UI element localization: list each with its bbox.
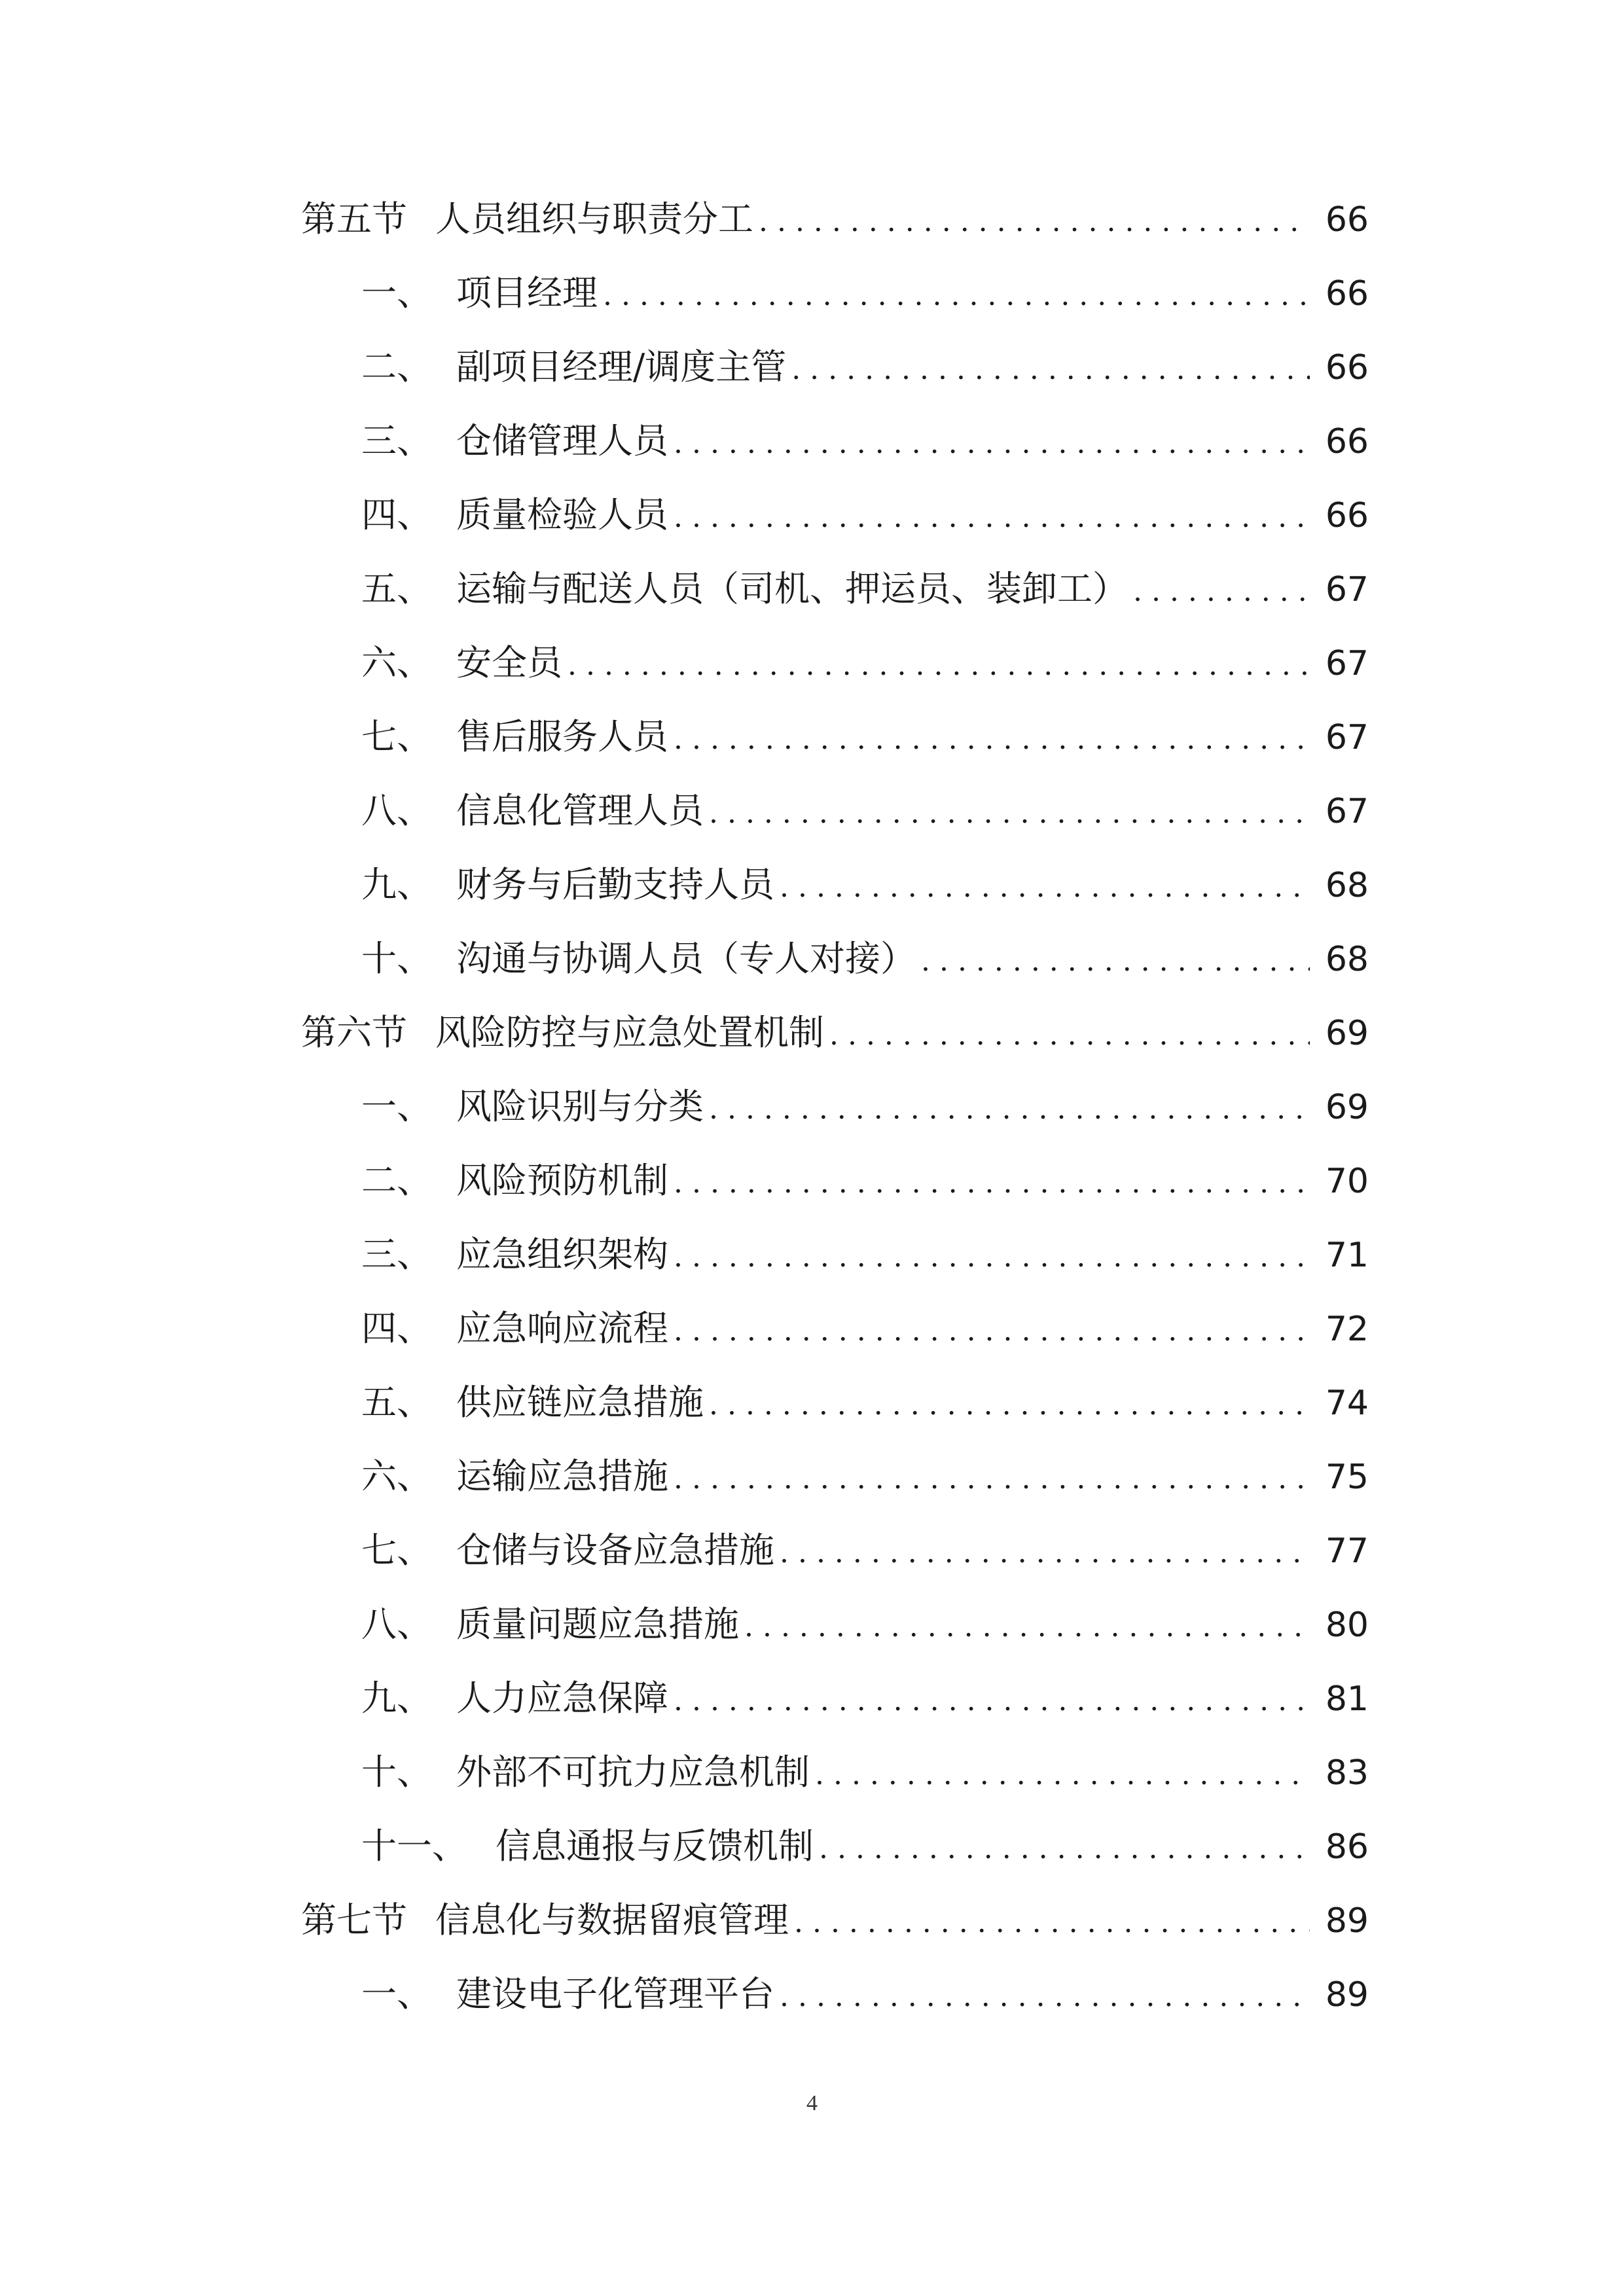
dot-leader — [674, 492, 1310, 544]
toc-entry-title: 应急组织架构 — [456, 1234, 668, 1275]
toc-entry-number: 九、 — [361, 1677, 432, 1719]
toc-item[interactable] — [361, 859, 1369, 911]
toc-entry-title: 仓储管理人员 — [456, 420, 668, 461]
toc-entry-title: 财务与后勤支持人员 — [456, 864, 774, 905]
toc-entry-title: 副项目经理/调度主管 — [456, 346, 787, 387]
toc-item[interactable] — [361, 1302, 1369, 1355]
toc-item[interactable] — [361, 1746, 1369, 1799]
toc-entry-number: 一、 — [361, 1973, 432, 2015]
toc-entry-title: 供应链应急措施 — [456, 1382, 704, 1423]
dot-leader — [709, 1083, 1310, 1136]
dot-leader — [674, 1157, 1310, 1210]
toc-entry-page: 70 — [1325, 1162, 1369, 1201]
toc-entry-page: 68 — [1325, 866, 1369, 905]
toc-entry-number: 七、 — [361, 1530, 432, 1571]
toc-item[interactable] — [361, 933, 1369, 985]
toc-entry-title: 风险防控与应急处置机制 — [435, 1012, 824, 1053]
toc-item[interactable] — [361, 637, 1369, 689]
toc-item[interactable] — [361, 1672, 1369, 1725]
dot-leader — [674, 1675, 1310, 1727]
toc-item[interactable] — [361, 1968, 1369, 2020]
toc-entry-number: 第五节 — [301, 198, 407, 240]
page-number: 4 — [806, 2091, 818, 2115]
toc-item[interactable] — [361, 1155, 1369, 1207]
toc-entry-page: 66 — [1325, 422, 1369, 461]
dot-leader — [709, 787, 1310, 840]
toc-item[interactable] — [361, 563, 1369, 615]
toc-entry-title: 外部不可抗力应急机制 — [456, 1751, 810, 1793]
toc-entry-number: 六、 — [361, 1456, 432, 1497]
toc-entry-page: 71 — [1325, 1236, 1369, 1275]
dot-leader — [674, 1305, 1310, 1357]
dot-leader — [815, 1749, 1310, 1801]
toc-item[interactable] — [361, 1450, 1369, 1503]
toc-item[interactable] — [361, 341, 1369, 393]
toc-entry-page: 67 — [1325, 644, 1369, 683]
toc-entry-title: 风险识别与分类 — [456, 1086, 704, 1127]
toc-section-5[interactable] — [301, 193, 1369, 245]
dot-leader — [921, 935, 1310, 988]
toc-entry-number: 十一、 — [361, 1825, 467, 1867]
toc-entry-title: 建设电子化管理平台 — [456, 1973, 774, 2015]
dot-leader — [780, 1971, 1310, 2023]
toc-entry-page: 67 — [1325, 570, 1369, 609]
toc-item[interactable] — [361, 1229, 1369, 1281]
toc-entry-number: 十、 — [361, 1751, 432, 1793]
dot-leader — [791, 344, 1310, 396]
toc-entry-number: 六、 — [361, 642, 432, 683]
toc-entry-page: 74 — [1325, 1384, 1369, 1423]
toc-entry-number: 四、 — [361, 1308, 432, 1349]
toc-entry-title: 仓储与设备应急措施 — [456, 1530, 774, 1571]
toc-entry-title: 信息化管理人员 — [456, 790, 704, 831]
toc-entry-page: 67 — [1325, 792, 1369, 831]
dot-leader — [829, 1009, 1310, 1062]
toc-entry-title: 运输应急措施 — [456, 1456, 668, 1497]
toc-entry-number: 八、 — [361, 1604, 432, 1645]
toc-item[interactable] — [361, 415, 1369, 467]
toc-entry-page: 67 — [1325, 718, 1369, 757]
dot-leader — [1133, 565, 1310, 618]
toc-item[interactable] — [361, 1081, 1369, 1133]
toc-item[interactable] — [361, 1376, 1369, 1429]
toc-entry-title: 信息通报与反馈机制 — [496, 1825, 814, 1867]
toc-entry-title: 沟通与协调人员（专人对接） — [456, 938, 916, 979]
dot-leader — [674, 418, 1310, 470]
dot-leader — [744, 1601, 1310, 1653]
toc-entry-title: 风险预防机制 — [456, 1160, 668, 1201]
dot-leader — [674, 1231, 1310, 1283]
toc-entry-title: 项目经理 — [456, 272, 598, 314]
toc-entry-number: 三、 — [361, 1234, 432, 1275]
dot-leader — [674, 1453, 1310, 1505]
toc-entry-page: 75 — [1325, 1458, 1369, 1497]
toc-entry-number: 十、 — [361, 938, 432, 979]
toc-section-7[interactable] — [301, 1894, 1369, 1946]
toc-entry-page: 68 — [1325, 940, 1369, 979]
dot-leader — [674, 713, 1310, 766]
toc-item[interactable] — [361, 267, 1369, 319]
toc-entry-number: 四、 — [361, 494, 432, 535]
toc-entry-number: 九、 — [361, 864, 432, 905]
dot-leader — [819, 1823, 1310, 1875]
toc-entry-number: 第六节 — [301, 1012, 407, 1053]
dot-leader — [780, 1527, 1310, 1579]
toc-entry-number: 五、 — [361, 1382, 432, 1423]
toc-entry-number: 一、 — [361, 1086, 432, 1127]
dot-leader — [709, 1379, 1310, 1431]
toc-item[interactable] — [361, 711, 1369, 763]
toc-item[interactable] — [361, 1820, 1369, 1873]
dot-leader — [794, 1897, 1310, 1949]
toc-entry-page: 86 — [1325, 1827, 1369, 1867]
toc-entry-page: 89 — [1325, 1975, 1369, 2015]
toc-item[interactable] — [361, 489, 1369, 541]
toc-item[interactable] — [361, 1524, 1369, 1577]
toc-entry-title: 人员组织与职责分工 — [435, 198, 753, 240]
toc-entry-title: 信息化与数据留痕管理 — [435, 1899, 789, 1941]
toc-entry-page: 81 — [1325, 1679, 1369, 1719]
toc-item[interactable] — [361, 785, 1369, 837]
toc-entry-number: 八、 — [361, 790, 432, 831]
dot-leader — [603, 270, 1310, 322]
toc-entry-page: 83 — [1325, 1753, 1369, 1793]
toc-entry-number: 二、 — [361, 1160, 432, 1201]
toc-entry-page: 66 — [1325, 200, 1369, 240]
toc-entry-page: 89 — [1325, 1901, 1369, 1941]
toc-entry-number: 一、 — [361, 272, 432, 314]
toc-entry-number: 七、 — [361, 716, 432, 757]
toc-entry-page: 77 — [1325, 1532, 1369, 1571]
toc-item[interactable] — [361, 1598, 1369, 1651]
toc-entry-number: 五、 — [361, 568, 432, 609]
toc-entry-number: 第七节 — [301, 1899, 407, 1941]
toc-entry-title: 应急响应流程 — [456, 1308, 668, 1349]
toc-entry-title: 售后服务人员 — [456, 716, 668, 757]
toc-entry-page: 66 — [1325, 496, 1369, 535]
toc-entry-title: 运输与配送人员（司机、押运员、装卸工） — [456, 568, 1128, 609]
toc-entry-page: 80 — [1325, 1605, 1369, 1645]
toc-entry-page: 66 — [1325, 274, 1369, 314]
toc-entry-title: 安全员 — [456, 642, 562, 683]
toc-entry-title: 人力应急保障 — [456, 1677, 668, 1719]
toc-entry-page: 66 — [1325, 348, 1369, 387]
toc-entry-number: 二、 — [361, 346, 432, 387]
dot-leader — [759, 196, 1310, 248]
toc-entry-page: 69 — [1325, 1014, 1369, 1053]
toc-entry-title: 质量检验人员 — [456, 494, 668, 535]
toc-entry-number: 三、 — [361, 420, 432, 461]
toc-entry-title: 质量问题应急措施 — [456, 1604, 739, 1645]
toc-entry-page: 69 — [1325, 1088, 1369, 1127]
dot-leader — [568, 639, 1310, 692]
toc-section-6[interactable] — [301, 1007, 1369, 1059]
dot-leader — [780, 861, 1310, 914]
toc-entry-page: 72 — [1325, 1310, 1369, 1349]
